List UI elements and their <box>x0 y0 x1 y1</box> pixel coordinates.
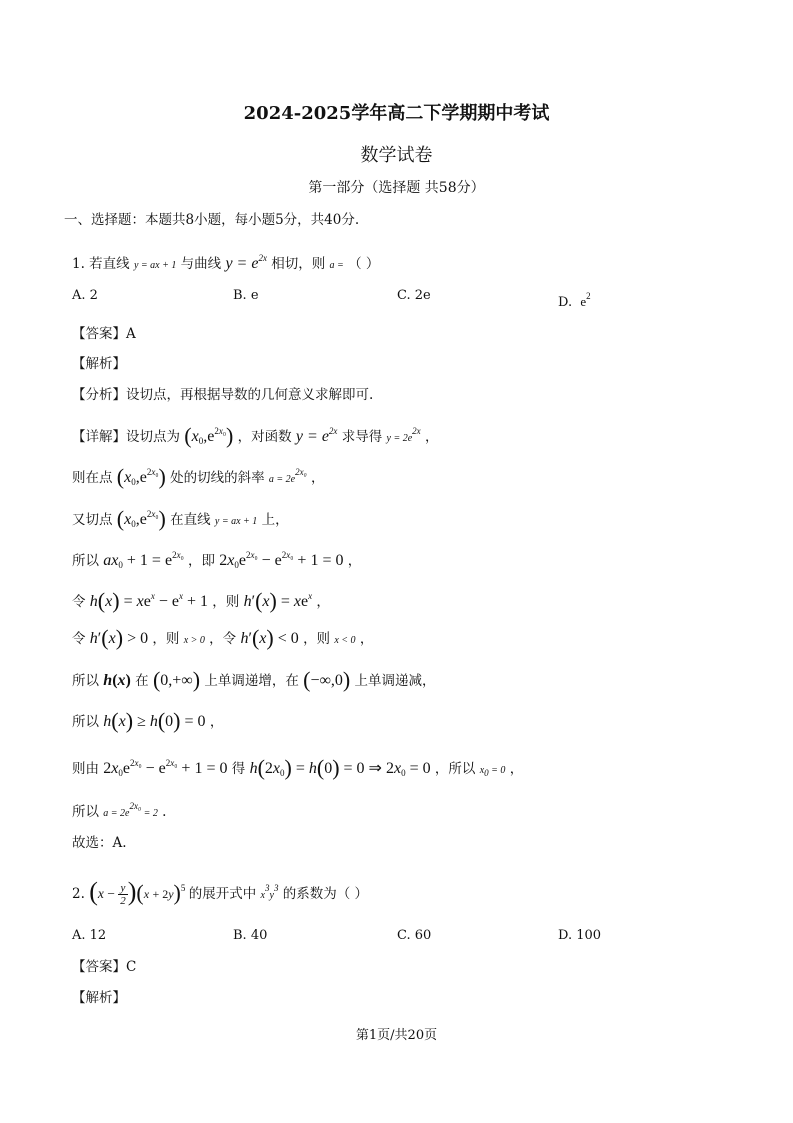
math-x-pos: x > 0 <box>183 635 205 646</box>
q2-stem-c: 的系数为（ ） <box>282 886 369 902</box>
page-footer: 第1页/共20页 <box>355 1028 438 1043</box>
q1-sol5-a: 令 <box>72 594 86 610</box>
q1-solution-line-1 <box>72 421 438 451</box>
math-line: y = ax + 1 <box>214 516 258 527</box>
q2-answer: 【答案】C <box>72 959 137 975</box>
question-1-stem <box>72 248 379 276</box>
q2-stem-b: 的展开式中 <box>188 886 257 902</box>
math-point: $(x_0,e^{2x_0})$ <box>116 464 166 489</box>
q1-sol3-c: 上， <box>261 512 289 528</box>
q1-sol10-a: 所以 <box>72 804 99 820</box>
math-hx: h(x) <box>103 672 131 689</box>
q1-sol6-c: ，令 <box>209 631 237 647</box>
q1-sol9-a: 则由 <box>72 761 99 777</box>
q1-stem-d: （ ） <box>348 256 380 272</box>
math-h-def: $h(x) = xe^x - e^x + 1$ <box>89 588 208 613</box>
q1-sol7-d: 上单调递减， <box>354 673 436 689</box>
q1-fenxi: 【分析】设切点，再根据导数的几何意义求解即可. <box>72 387 374 403</box>
q2-option-b: B. 40 <box>233 928 268 943</box>
q1-sol9-d: ， <box>509 761 524 777</box>
q1-option-d-label: D. <box>558 295 573 310</box>
math-point: $(x_0,e^{2x_0})$ <box>116 506 166 531</box>
q1-sol5-c: ， <box>316 594 330 610</box>
question-2-stem <box>72 878 368 907</box>
q1-solution-line-8 <box>72 708 224 733</box>
q1-solution-line-7 <box>72 667 436 692</box>
q1-sol7-b: 在 <box>135 673 149 689</box>
q2-option-c: C. 60 <box>397 928 432 943</box>
exam-subject: 数学试卷 <box>360 145 433 166</box>
math-curve-eq: $y = e^{2x}$ <box>225 253 267 272</box>
q1-sol2-b: 处的切线的斜率 <box>170 470 265 486</box>
q1-option-a: A. 2 <box>72 288 98 303</box>
q1-sol2-a: 则在点 <box>72 470 113 486</box>
q1-sol4-a: 所以 <box>72 553 99 569</box>
q1-sol1-d: ， <box>424 429 439 445</box>
q1-sol8-a: 所以 <box>72 714 99 730</box>
q1-sol9-b: 得 <box>231 761 246 777</box>
q1-sol1-b: ，对函数 <box>237 429 292 445</box>
exam-title: 2024-2025学年高二下学期期中考试 <box>243 103 550 124</box>
q1-option-b: B. e <box>233 288 259 303</box>
math-tangent-point: $(x_0,e^{2x_0})$ <box>184 423 234 448</box>
q1-choose: 故选：A. <box>72 835 127 851</box>
q2-num: 2. <box>72 886 85 902</box>
q1-stem-c: 相切，则 <box>271 256 326 272</box>
section-heading: 一、选择题：本题共8小题，每小题5分，共40分. <box>64 212 360 228</box>
math-eq-3: $2x_0e^{2x_0} - e^{2x_0} + 1 = 0$ <box>103 758 228 778</box>
math-hp-pos: h′(x) > 0 <box>89 625 149 650</box>
math-term: x3y3 <box>260 883 279 901</box>
math-x0-zero: x0 = 0 <box>479 765 506 778</box>
q2-analysis-label: 【解析】 <box>72 990 126 1006</box>
math-eq-1: $ax_0 + 1 = e^{2x_0}$ <box>103 550 184 570</box>
q1-stem-b: 与曲线 <box>180 256 222 272</box>
q1-analysis-label: 【解析】 <box>72 356 126 372</box>
q1-answer: 【答案】A <box>72 326 136 342</box>
q1-option-c: C. 2e <box>397 288 431 303</box>
math-h-min: h(x) ≥ h(0) = 0 <box>103 708 206 733</box>
q1-solution-line-2 <box>72 462 325 492</box>
q1-sol6-d: ，则 <box>303 631 331 647</box>
math-derivative: y = 2e2x <box>386 426 421 444</box>
q1-sol3-b: 在直线 <box>170 512 211 528</box>
math-interval-pos: (0,+∞) <box>152 667 201 692</box>
math-interval-neg: (−∞,0) <box>303 667 351 692</box>
q1-solution-line-5 <box>72 586 330 612</box>
q2-option-a: A. 12 <box>72 928 107 943</box>
math-eq-4: $h(2x_0) = h(0) = 0$ ⇒ $2x_0 = 0$ <box>249 755 431 780</box>
q1-sol10-b: . <box>162 804 167 820</box>
q1-solution-line-3 <box>72 504 289 534</box>
math-h-prime: $h'(x) = xe^x$ <box>243 588 313 613</box>
math-func: $y = e^{2x}$ <box>295 426 338 445</box>
q1-sol6-a: 令 <box>72 631 86 647</box>
q1-sol2-c: ， <box>311 470 325 486</box>
math-x-neg: x < 0 <box>334 635 356 646</box>
q1-stem-a: 1. 若直线 <box>72 256 130 272</box>
math-a-eq: a = <box>329 260 344 271</box>
math-hp-neg: h′(x) < 0 <box>240 625 299 650</box>
q1-sol8-b: ， <box>209 714 224 730</box>
q1-sol6-b: ，则 <box>152 631 180 647</box>
q1-sol3-a: 又切点 <box>72 512 113 528</box>
q1-option-d: D. $e^2$ <box>558 291 591 310</box>
q1-sol7-a: 所以 <box>72 673 99 689</box>
math-binomial: (x − $\frac{y}{2}$ )$(x + 2y)^5$ <box>89 877 186 908</box>
math-slope: a = 2e2x₀ <box>268 467 307 485</box>
math-line-eq: y = ax + 1 <box>133 260 177 271</box>
q1-sol7-c: 上单调递增，在 <box>204 673 299 689</box>
q1-sol4-b: ，即 <box>188 553 215 569</box>
q1-sol5-b: ，则 <box>212 594 240 610</box>
q1-solution-line-10 <box>72 796 166 824</box>
part-heading: 第一部分（选择题 共58分） <box>308 180 485 196</box>
q2-option-d: D. 100 <box>558 928 602 943</box>
q1-solution-line-9 <box>72 753 523 783</box>
q1-sol6-e: ， <box>359 631 374 647</box>
q1-sol1-c: 求导得 <box>341 429 383 445</box>
q1-sol4-c: ， <box>347 553 362 569</box>
math-a-value: a = 2e2x₀ = 2 <box>103 801 158 819</box>
q1-solution-line-4 <box>72 545 361 575</box>
q1-sol1-a: 【详解】设切点为 <box>72 429 180 445</box>
q1-sol9-c: ，所以 <box>434 761 476 777</box>
math-eq-2: $2x_0e^{2x_0} - e^{2x_0} + 1 = 0$ <box>219 550 344 570</box>
q1-solution-line-6 <box>72 625 374 651</box>
